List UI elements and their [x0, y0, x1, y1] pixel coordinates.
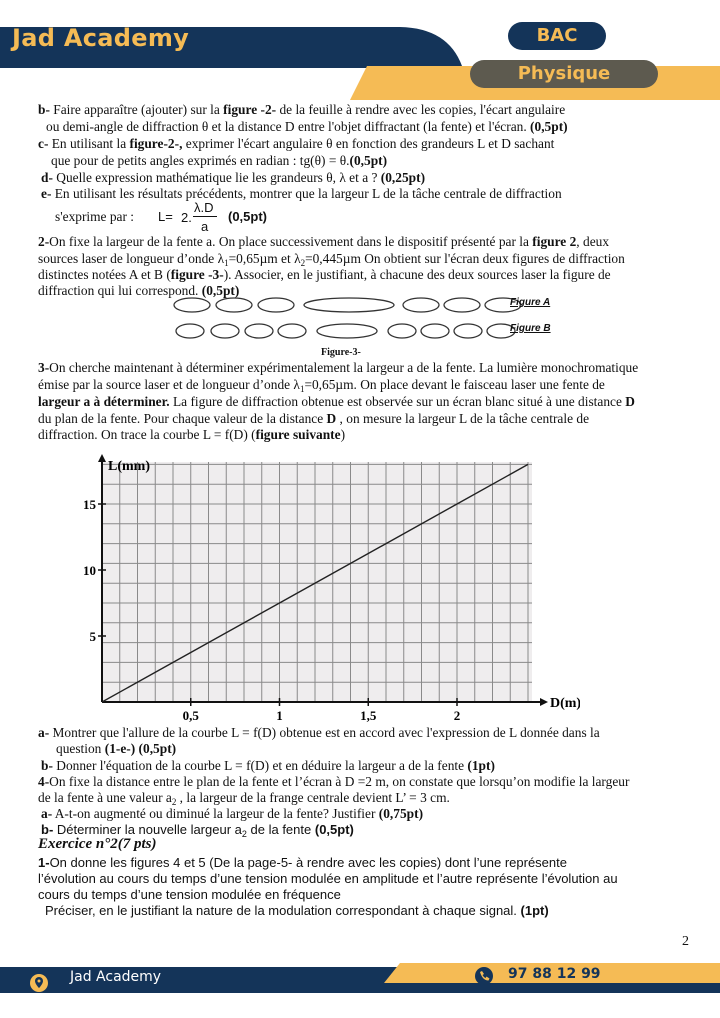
- q2-line4: diffraction qui lui correspond. (0,5pt): [38, 283, 240, 298]
- ex2-q1-line3: cours du temps d’une tension modulée en fréquence: [38, 887, 341, 902]
- q3-line2: émise par la source laser et de longueur d’onde $\lambda_1=0,65\mu m$. On place devant le faisceau laser une fente de: [38, 377, 605, 394]
- figure-3-caption: Figure-3-: [321, 347, 361, 358]
- q4a-line: a- A-t-on augmenté ou diminué la largeur de la fente? Justifier (0,75pt): [41, 806, 424, 821]
- q3a-line2: question (1-e-) (0,5pt): [56, 741, 177, 756]
- svg-text:5: 5: [89, 629, 96, 644]
- level-badge: BAC: [508, 22, 606, 50]
- q1d-line: d- Quelle expression mathématique lie les grandeurs θ, λ et a ? (0,25pt): [41, 170, 426, 185]
- page-header: [0, 0, 720, 100]
- q3a-line1: a- Montrer que l'allure de la courbe L = f(D) obtenue est en accord avec l'expression de L donnée dans la: [38, 725, 600, 740]
- exercise-2-title: Exercice n°2(7 pts): [38, 836, 157, 852]
- q3-line3: largeur a à déterminer. La figure de diffraction obtenue est observée sur un écran blanc situé à une distance D: [38, 394, 635, 409]
- svg-text:10: 10: [83, 563, 96, 578]
- header-brand: Jad Academy: [12, 24, 190, 52]
- q3-line5: diffraction. On trace la courbe L = f(D) (figure suivante): [38, 427, 346, 442]
- chart-plot: [60, 450, 580, 730]
- chart-L-vs-D: [60, 450, 580, 730]
- q1b-line1: b- Faire apparaître (ajouter) sur la figure -2- de la feuille à rendre avec les copies, l'écart angulaire: [38, 102, 566, 117]
- fraction-bar: [193, 216, 217, 217]
- q3-line4: du plan de la fente. Pour chaque valeur de la distance D , on mesure la largeur L de la tâche centrale de: [38, 411, 590, 426]
- svg-text:D(m): D(m): [550, 696, 580, 711]
- q2-line1: 2-On fixe la largeur de la fente a. On place successivement dans le dispositif présenté par la figure 2, deux: [38, 234, 610, 249]
- q1c-line1: c- En utilisant la figure-2-, exprimer l'écart angulaire θ en fonction des grandeurs L et D sachant: [38, 136, 555, 151]
- svg-text:1,5: 1,5: [360, 708, 377, 723]
- q3b-line: b- Donner l'équation de la courbe L = f(D) et en déduire la largeur a de la fente (1pt): [41, 758, 495, 773]
- q1c-line2: que pour de petits angles exprimés en radian : tg(θ) = θ.(0,5pt): [51, 153, 388, 168]
- q1e-line1: e- En utilisant les résultats précédents, montrer que la largeur L de la tâche centrale de diffraction: [41, 186, 562, 201]
- location-pin-icon: [30, 974, 48, 992]
- page-number: 2: [682, 934, 689, 949]
- svg-text:2: 2: [453, 708, 461, 723]
- figure-a-label: Figure A: [510, 297, 551, 308]
- q1e-line2: s'exprime par :: [55, 209, 135, 224]
- svg-text:15: 15: [83, 497, 96, 512]
- q3-line1: 3-On cherche maintenant à déterminer expérimentalement la largeur a de la fente. La lumière monochromatique: [38, 360, 639, 375]
- q1b-line2: ou demi-angle de diffraction θ et la distance D entre l'objet diffractant (la fente) et l'écran. (0,5pt): [46, 119, 568, 134]
- svg-text:1: 1: [276, 708, 283, 723]
- q2-line2: sources laser de longueur d’onde $\lambda_1=0,65\mu m$ et $\lambda_2=0,445\mu m$ On obtient sur l'écran deux figures de diffraction: [38, 251, 625, 268]
- phone-icon: [475, 967, 493, 985]
- figure-b-label: Figure B: [510, 323, 551, 334]
- subject-badge: Physique: [470, 60, 658, 88]
- q4-line2: de la fente à une valeur $a_2$ , la largeur de la frange centrale devient L’ = 3 cm.: [38, 790, 450, 807]
- q4-line1: 4-On fixe la distance entre le plan de la fente et l’écran à D =2 m, on constate que lorsqu’on modifie la largeur: [38, 774, 630, 789]
- ex2-q1-line1: 1-On donne les figures 4 et 5 (De la page-5- à rendre avec les copies) dont l’une représente: [38, 855, 567, 870]
- ex2-q1-line4: Préciser, en le justifiant la nature de la modulation correspondant à chaque signal. (1pt): [45, 903, 549, 918]
- q2-line3: distinctes notées A et B (figure -3-). Associer, en le justifiant, à chacune des deux sources laser la figure de: [38, 267, 611, 282]
- footer-brand: Jad Academy: [70, 969, 162, 985]
- footer-phone: 97 88 12 99: [508, 966, 601, 982]
- svg-text:L(mm): L(mm): [108, 459, 150, 474]
- ex2-q1-line2: l’évolution au cours du temps d’une tension modulée en amplitude et l’autre représente l’évolution au: [38, 871, 618, 886]
- svg-text:0,5: 0,5: [182, 708, 199, 723]
- q4b-line: b- Déterminer la nouvelle largeur $a_2$ de la fente (0,5pt): [41, 822, 354, 839]
